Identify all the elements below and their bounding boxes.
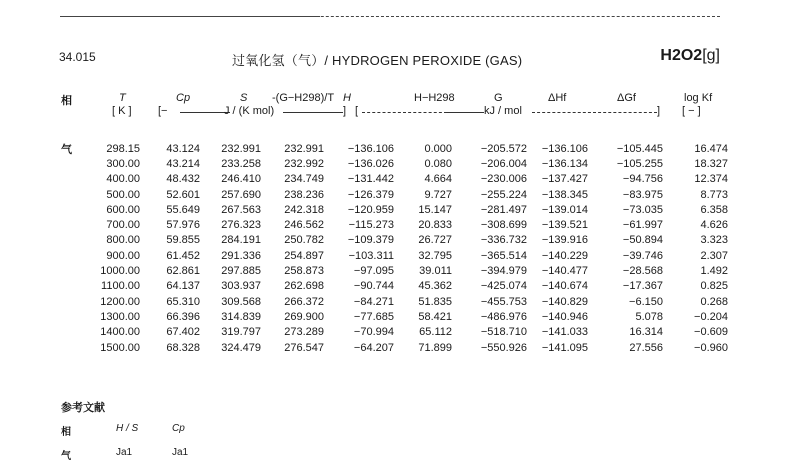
table-cell: 16.314 [629, 326, 663, 339]
table-cell: 246.562 [284, 219, 324, 232]
table-row [92, 217, 728, 232]
table-cell: −136.106 [541, 142, 588, 155]
table-cell: −70.994 [353, 326, 394, 339]
table-cell: −39.746 [622, 249, 663, 262]
col-header-phase: 相 [61, 95, 72, 107]
table-cell: 52.601 [166, 188, 200, 201]
ref-header-cp [172, 423, 185, 434]
table-cell: −139.916 [541, 234, 588, 247]
table-cell: 500.00 [106, 188, 140, 201]
table-cell: 64.137 [166, 280, 200, 293]
unit-rule [532, 112, 657, 113]
table-cell: 314.839 [221, 310, 261, 323]
page-title: 过氧化氢（气）/ HYDROGEN PEROXIDE (GAS) [232, 53, 523, 68]
table-row [92, 233, 728, 248]
col-header-Cp-label: Cp [176, 92, 191, 104]
table-cell: 309.568 [221, 295, 261, 308]
table-cell: −136.134 [541, 157, 588, 170]
unit-kJ-per-mol: kJ / mol [484, 105, 522, 117]
table-cell: 5.078 [635, 310, 663, 323]
table-cell: 297.885 [221, 265, 261, 278]
table-cell: 300.00 [106, 157, 140, 170]
table-cell: 1400.00 [100, 326, 140, 339]
table-cell: 4.626 [700, 219, 728, 232]
table-cell: −550.926 [480, 341, 527, 354]
table-cell: −109.379 [347, 234, 394, 247]
unit-bracket-close: ] [343, 105, 347, 117]
formula-main: H2O2 [660, 47, 703, 64]
table-cell: 258.873 [284, 265, 324, 278]
table-cell: 1100.00 [101, 280, 140, 293]
table-cell: −73.035 [622, 203, 663, 216]
table-cell: 0.268 [700, 295, 728, 308]
table-cell: 232.991 [284, 142, 324, 155]
table-cell: 319.797 [221, 326, 261, 339]
table-cell: −455.753 [480, 295, 527, 308]
table-cell: 1500.00 [100, 341, 140, 354]
table-cell: −103.311 [348, 249, 394, 262]
table-cell: 700.00 [106, 219, 140, 232]
table-cell: 15.147 [418, 203, 452, 216]
table-cell: 9.727 [424, 188, 452, 201]
ref-phase: 气 [61, 451, 71, 462]
table-cell: 232.992 [284, 157, 324, 170]
col-header-T-unit: [ K ] [112, 105, 132, 117]
table-cell: −394.979 [480, 265, 527, 278]
col-header-Cp [176, 92, 190, 104]
phase-label: 气 [61, 144, 72, 156]
table-cell: −0.204 [694, 310, 728, 323]
col-header-S [240, 92, 247, 104]
table-cell: −140.674 [541, 280, 588, 293]
table-row [92, 202, 728, 217]
table-cell: 1000.00 [100, 265, 140, 278]
table-cell: 61.452 [166, 249, 200, 262]
table-cell: −105.255 [616, 157, 663, 170]
table-cell: 66.396 [166, 310, 200, 323]
table-cell: −94.756 [622, 173, 663, 186]
table-cell: 62.861 [166, 265, 200, 278]
col-header-H [343, 92, 351, 104]
table-cell: 0.080 [424, 157, 452, 170]
table-cell: 254.897 [284, 249, 324, 262]
col-header-dGf: ΔGf [617, 92, 636, 104]
table-cell: 246.410 [221, 173, 261, 186]
table-cell: 20.833 [418, 219, 452, 232]
table-cell: −97.095 [353, 265, 394, 278]
table-cell: −140.477 [541, 265, 588, 278]
table-cell: 298.15 [106, 142, 140, 155]
table-cell: 400.00 [106, 173, 140, 186]
col-header-logKf: log Kf [684, 92, 713, 104]
table-cell: 276.547 [284, 341, 324, 354]
unit-rule [283, 112, 343, 113]
table-cell: 291.336 [221, 249, 261, 262]
references-title: 参考文献 [61, 402, 105, 414]
table-cell: −17.367 [622, 280, 663, 293]
chemical-formula [660, 47, 720, 65]
table-cell: −0.960 [694, 341, 728, 354]
molecular-weight: 34.015 [59, 50, 96, 64]
table-cell: 71.899 [418, 341, 452, 354]
ref-cp-value: Ja1 [172, 447, 189, 458]
table-cell: 262.698 [284, 280, 324, 293]
col-header-T-label: T [119, 92, 126, 104]
table-cell: 800.00 [106, 234, 140, 247]
table-cell: 232.991 [221, 142, 261, 155]
table-cell: 257.690 [221, 188, 261, 201]
col-header-G: G [494, 92, 503, 104]
table-cell: −105.445 [616, 142, 663, 155]
table-cell: 68.328 [166, 341, 200, 354]
thermo-table [92, 141, 728, 355]
table-cell: 67.402 [166, 326, 200, 339]
formula-suffix: [g] [702, 47, 720, 64]
unit-rule [447, 112, 484, 113]
table-cell: 1.492 [700, 265, 728, 278]
table-cell: 58.421 [418, 310, 452, 323]
table-cell: 238.236 [284, 188, 324, 201]
table-cell: −486.976 [480, 310, 527, 323]
table-cell: 242.318 [284, 203, 324, 216]
table-cell: −136.026 [347, 157, 394, 170]
table-cell: 324.479 [221, 341, 261, 354]
table-cell: 303.937 [221, 280, 261, 293]
table-cell: 26.727 [418, 234, 452, 247]
col-header-S-label: S [240, 92, 248, 104]
table-cell: 284.191 [221, 234, 261, 247]
top-rule-solid [60, 16, 320, 17]
table-cell: −131.442 [347, 173, 394, 186]
table-cell: 1300.00 [100, 310, 140, 323]
table-cell: 273.289 [284, 326, 324, 339]
col-header-dHf: ΔHf [548, 92, 567, 104]
table-row [92, 279, 728, 294]
table-cell: 39.011 [419, 265, 452, 278]
table-row [92, 294, 728, 309]
col-header-H-label: H [343, 92, 351, 104]
ref-header-hs-label: H / S [116, 423, 139, 434]
table-cell: 4.664 [424, 173, 452, 186]
table-row [92, 248, 728, 263]
table-cell: 12.374 [694, 173, 728, 186]
table-cell: −141.095 [541, 341, 588, 354]
table-cell: −518.710 [480, 326, 527, 339]
table-cell: 65.310 [166, 295, 200, 308]
table-cell: 250.782 [284, 234, 324, 247]
ref-header-cp-label: Cp [172, 423, 185, 434]
table-cell: −28.568 [622, 265, 663, 278]
table-cell: 267.563 [221, 203, 261, 216]
unit-bracket-open-2: [ [355, 105, 359, 117]
table-row [92, 309, 728, 324]
table-cell: 8.773 [700, 188, 728, 201]
table-cell: 32.795 [418, 249, 452, 262]
table-cell: 3.323 [700, 234, 728, 247]
table-cell: −139.521 [541, 219, 588, 232]
table-cell: −83.975 [622, 188, 663, 201]
table-cell: 1200.00 [100, 295, 140, 308]
ref-hs-value: Ja1 [116, 447, 133, 458]
table-cell: −64.207 [353, 341, 394, 354]
table-cell: −50.894 [622, 234, 663, 247]
unit-bracket-close-2: ] [657, 105, 661, 117]
table-cell: 900.00 [106, 249, 140, 262]
table-cell: −425.074 [480, 280, 527, 293]
table-row [92, 340, 728, 355]
table-cell: −230.006 [480, 173, 527, 186]
table-cell: −115.273 [348, 219, 394, 232]
table-cell: −255.224 [480, 188, 527, 201]
table-cell: −365.514 [480, 249, 527, 262]
table-cell: 45.362 [418, 280, 452, 293]
unit-J-per-K-mol: J / (K mol) [224, 105, 275, 117]
table-cell: −281.497 [480, 203, 527, 216]
table-cell: −308.699 [480, 219, 527, 232]
table-cell: 55.649 [166, 203, 200, 216]
table-cell: 0.000 [424, 142, 452, 155]
table-cell: −205.572 [480, 142, 527, 155]
table-cell: −137.427 [541, 173, 588, 186]
ref-header-hs [116, 423, 138, 434]
unit-bracket-open: [− [158, 105, 168, 117]
table-cell: 59.855 [166, 234, 200, 247]
table-row [92, 141, 728, 156]
table-cell: 266.372 [284, 295, 324, 308]
table-cell: −126.379 [347, 188, 394, 201]
table-cell: 43.214 [166, 157, 200, 170]
table-cell: −61.997 [622, 219, 663, 232]
table-cell: 600.00 [106, 203, 140, 216]
table-cell: 2.307 [700, 249, 728, 262]
table-cell: −120.959 [347, 203, 394, 216]
table-cell: −84.271 [353, 295, 394, 308]
unit-rule [362, 112, 447, 113]
table-cell: −139.014 [541, 203, 588, 216]
table-cell: −0.609 [694, 326, 728, 339]
table-row [92, 187, 728, 202]
unit-dimensionless: [ − ] [682, 105, 701, 117]
ref-header-phase: 相 [61, 427, 71, 438]
table-cell: 57.976 [166, 219, 200, 232]
table-cell: 16.474 [694, 142, 728, 155]
table-cell: 6.358 [700, 203, 728, 216]
table-cell: 65.112 [419, 326, 452, 339]
table-cell: 0.825 [700, 280, 728, 293]
table-cell: −136.106 [347, 142, 394, 155]
table-row [92, 263, 728, 278]
table-cell: 18.327 [694, 157, 728, 170]
table-cell: −90.744 [353, 280, 394, 293]
table-cell: −6.150 [629, 295, 663, 308]
table-cell: 43.124 [166, 142, 200, 155]
table-row [92, 325, 728, 340]
table-cell: 234.749 [284, 173, 324, 186]
table-cell: −206.004 [480, 157, 527, 170]
table-cell: −140.229 [541, 249, 588, 262]
col-header-HH298: H−H298 [414, 92, 455, 104]
table-cell: −336.732 [480, 234, 527, 247]
col-header-T [119, 92, 126, 104]
table-cell: 51.835 [418, 295, 452, 308]
table-cell: −138.345 [541, 188, 588, 201]
table-cell: −141.033 [541, 326, 588, 339]
table-cell: −140.829 [541, 295, 588, 308]
table-cell: −77.685 [353, 310, 394, 323]
table-row [92, 156, 728, 171]
table-cell: 276.323 [221, 219, 261, 232]
table-cell: 48.432 [166, 173, 200, 186]
table-row [92, 172, 728, 187]
table-cell: 269.900 [284, 310, 324, 323]
unit-rule [180, 112, 230, 113]
col-header-GHT: -(G−H298)/T [272, 92, 335, 104]
table-cell: −140.946 [541, 310, 588, 323]
table-cell: 233.258 [221, 157, 261, 170]
table-cell: 27.556 [629, 341, 663, 354]
